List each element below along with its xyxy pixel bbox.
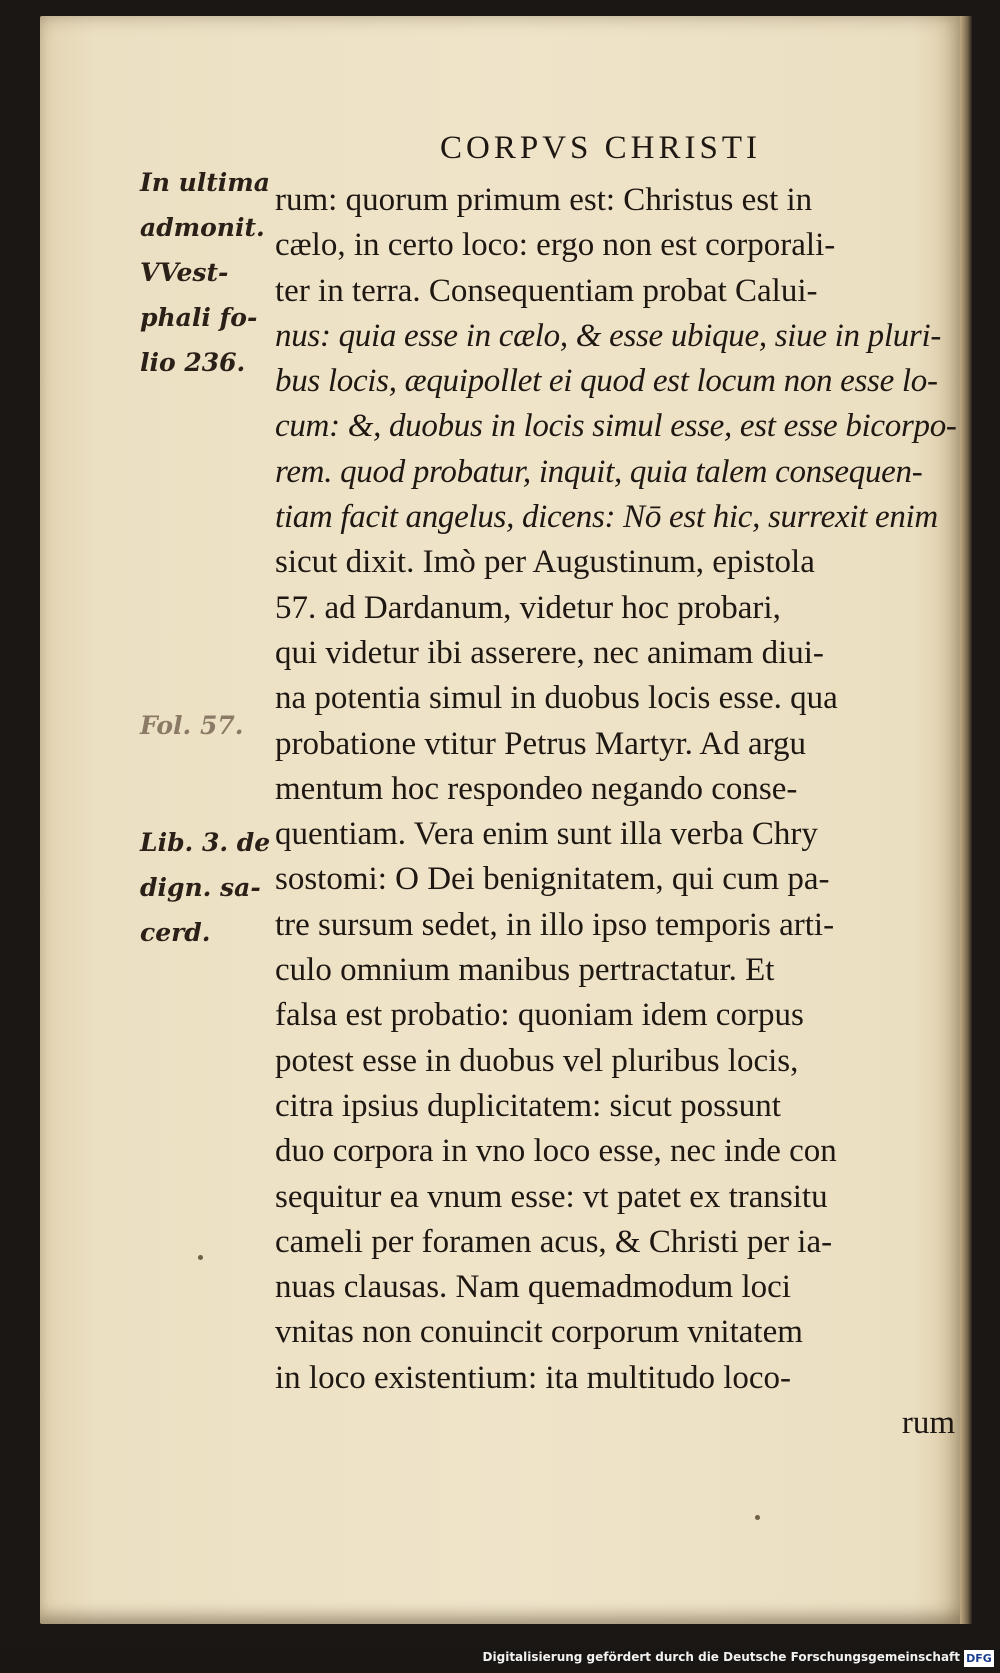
margin-note-line: VVest- — [140, 258, 229, 287]
text-line: quentiam. Vera enim sunt illa verba Chry — [275, 816, 818, 853]
text-line: duo corpora in vno loco esse, nec inde con — [275, 1133, 837, 1170]
text-line: falsa est probatio: quoniam idem corpus — [275, 997, 804, 1034]
text-line: mentum hoc respondeo negando conse- — [275, 770, 798, 807]
text-line: ter in terra. Consequentiam probat Calui- — [275, 272, 818, 309]
margin-note-line: Fol. 57. — [140, 711, 244, 740]
text-line: qui videtur ibi asserere, nec animam diui- — [275, 634, 824, 671]
text-line: vnitas non conuincit corporum vnitatem — [275, 1314, 803, 1351]
text-line: tiam facit angelus, dicens: Nō est hic, surrexit enim — [275, 499, 938, 536]
text-line: bus locis, æquipollet ei quod est locum non esse lo- — [275, 363, 938, 400]
ink-speck — [755, 1515, 760, 1520]
margin-note-line: lio 236. — [140, 348, 246, 377]
text-line: cum: &, duobus in locis simul esse, est esse bicorpo- — [275, 408, 957, 445]
catchword: rum — [901, 1405, 955, 1442]
body-text — [275, 178, 960, 1446]
text-line: tre sursum sedet, in illo ipso temporis arti- — [275, 906, 835, 943]
text-line: cælo, in certo loco: ergo non est corporali- — [275, 227, 836, 264]
ink-speck — [198, 1255, 203, 1260]
margin-note-line: In ultima — [140, 168, 270, 197]
text-line: rem. quod probatur, inquit, quia talem consequen- — [275, 453, 923, 490]
margin-note-line: admonit. — [140, 213, 265, 242]
text-line: nuas clausas. Nam quemadmodum loci — [275, 1269, 791, 1306]
margin-note-line: dign. sa- — [140, 873, 261, 902]
text-line: nus: quia esse in cælo, & esse ubique, siue in pluri- — [275, 317, 942, 354]
running-head: CORPVS CHRISTI — [440, 130, 761, 166]
text-line: rum: quorum primum est: Christus est in — [275, 182, 813, 218]
text-line: cameli per foramen acus, & Christi per ia- — [275, 1223, 833, 1260]
margin-note-line: Lib. 3. de — [140, 828, 271, 857]
text-line: na potentia simul in duobus locis esse. qua — [275, 680, 838, 717]
text-line: 57. ad Dardanum, videtur hoc probari, — [275, 589, 781, 626]
margin-note-line: cerd. — [140, 918, 211, 947]
text-line: sicut dixit. Imò per Augustinum, epistola — [275, 544, 815, 581]
text-line: potest esse in duobus vel pluribus locis, — [275, 1042, 799, 1079]
text-line: sostomi: O Dei benignitatem, qui cum pa- — [275, 861, 830, 898]
text-line: citra ipsius duplicitatem: sicut possunt — [275, 1087, 781, 1124]
footer-credit: Digitalisierung gefördert durch die Deutsche Forschungsgemeinschaft — [482, 1650, 960, 1664]
text-line: in loco existentium: ita multitudo loco- — [275, 1359, 792, 1396]
margin-note-lib — [140, 820, 270, 955]
margin-note-fol — [140, 703, 243, 748]
margin-note-line: phali fo- — [140, 303, 258, 332]
text-line: sequitur ea vnum esse: vt patet ex transitu — [275, 1178, 828, 1215]
dfg-logo: DFG — [964, 1650, 994, 1667]
margin-note-admonit — [140, 160, 270, 385]
text-line: culo omnium manibus pertractatur. Et — [275, 952, 775, 989]
page-edge — [960, 16, 972, 1624]
text-line: probatione vtitur Petrus Martyr. Ad argu — [275, 725, 806, 762]
